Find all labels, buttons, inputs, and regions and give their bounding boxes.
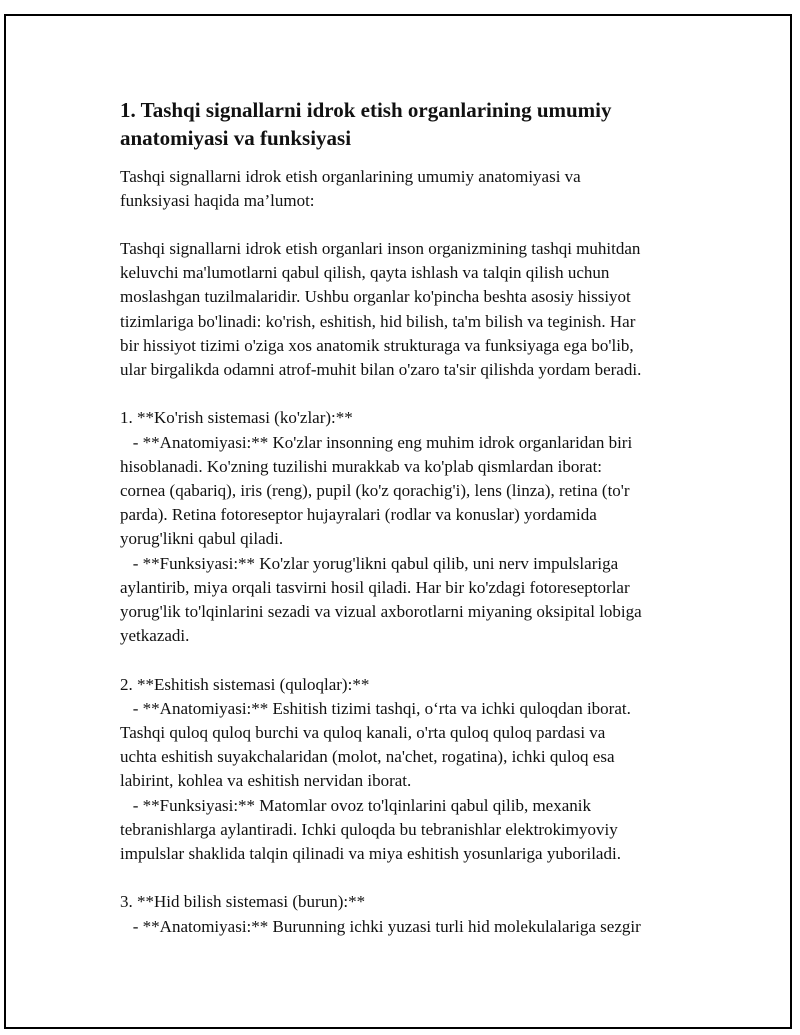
text-line: Tashqi quloq quloq burchi va quloq kanali, o'rta quloq quloq pardasi va — [120, 723, 606, 743]
text-line: cornea (qabariq), iris (reng), pupil (ko'z qorachig'i), lens (linza), retina (to'r — [120, 481, 630, 501]
text-line: yorug'likni qabul qiladi. — [120, 529, 284, 549]
text-line: tebranishlarga aylantiradi. Ichki quloqda bu tebranishlar elektrokimyoviy — [120, 819, 618, 839]
text-line: tizimlariga bo'linadi: ko'rish, eshitish, hid bilish, ta'm bilish va teginish. Har — [120, 311, 636, 331]
body-text — [120, 237, 700, 939]
text-line: impulslar shaklida talqin qilinadi va miya eshitish yosunlariga yuboriladi. — [120, 844, 621, 864]
blank-line — [120, 866, 700, 890]
section-heading: 2. **Eshitish sistemasi (quloqlar):** — [120, 674, 370, 694]
intro-line: Tashqi signallarni idrok etish organlarining umumiy anatomiyasi va — [120, 167, 581, 186]
text-line: keluvchi ma'lumotlarni qabul qilish, qayta ishlash va talqin qilish uchun — [120, 263, 610, 283]
text-line: Tashqi signallarni idrok etish organlari inson organizmining tashqi muhitdan — [120, 239, 641, 258]
title-line: 1. Tashqi signallarni idrok etish organlarining umumiy — [120, 98, 612, 122]
blank-line — [120, 382, 700, 406]
intro-paragraph — [120, 165, 700, 213]
text-line: - **Funksiyasi:** Matomlar ovoz to'lqinlarini qabul qilib, mexanik — [120, 795, 591, 815]
title-line: anatomiyasi va funksiyasi — [120, 126, 352, 150]
text-line: yetkazadi. — [120, 626, 190, 646]
text-line: aylantirib, miya orqali tasvirni hosil qiladi. Har bir ko'zdagi fotoreseptorlar — [120, 577, 630, 597]
text-line: bir hissiyot tizimi o'ziga xos anatomik strukturaga va funksiyaga ega bo'lib, — [120, 335, 634, 355]
intro-line: funksiyasi haqida ma’lumot: — [120, 191, 315, 210]
text-line: hisoblanadi. Ko'zning tuzilishi murakkab va ko'plab qismlardan iborat: — [120, 456, 603, 476]
text-line: yorug'lik to'lqinlarini sezadi va vizual axborotlarni miyaning oksipital lobiga — [120, 602, 642, 622]
document-title — [120, 96, 700, 152]
blank-line — [120, 648, 700, 672]
text-line: - **Anatomiyasi:** Burunning ichki yuzasi turli hid molekulalariga sezgir — [120, 916, 641, 936]
document-body — [120, 96, 700, 939]
section-heading: 3. **Hid bilish sistemasi (burun):** — [120, 892, 366, 912]
text-line: - **Anatomiyasi:** Ko'zlar insonning eng muhim idrok organlaridan biri — [120, 432, 633, 452]
section-heading: 1. **Ko'rish sistemasi (ko'zlar):** — [120, 408, 353, 428]
text-line: - **Funksiyasi:** Ko'zlar yorug'likni qabul qilib, uni nerv impulslariga — [120, 553, 619, 573]
text-line: moslashgan tuzilmalaridir. Ushbu organlar ko'pincha beshta asosiy hissiyot — [120, 287, 631, 307]
text-line: - **Anatomiyasi:** Eshitish tizimi tashqi, o‘rta va ichki quloqdan iborat. — [120, 698, 631, 718]
text-line: uchta eshitish suyakchalaridan (molot, na'chet, rogatina), ichki quloq esa — [120, 747, 615, 767]
text-line: parda). Retina fotoreseptor hujayralari (rodlar va konuslar) yordamida — [120, 505, 597, 525]
text-line: ular birgalikda odamni atrof-muhit bilan o'zaro ta'sir qilishda yordam beradi. — [120, 360, 642, 380]
document-page — [4, 14, 792, 1029]
text-line: labirint, kohlea va eshitish nervidan iborat. — [120, 771, 412, 791]
